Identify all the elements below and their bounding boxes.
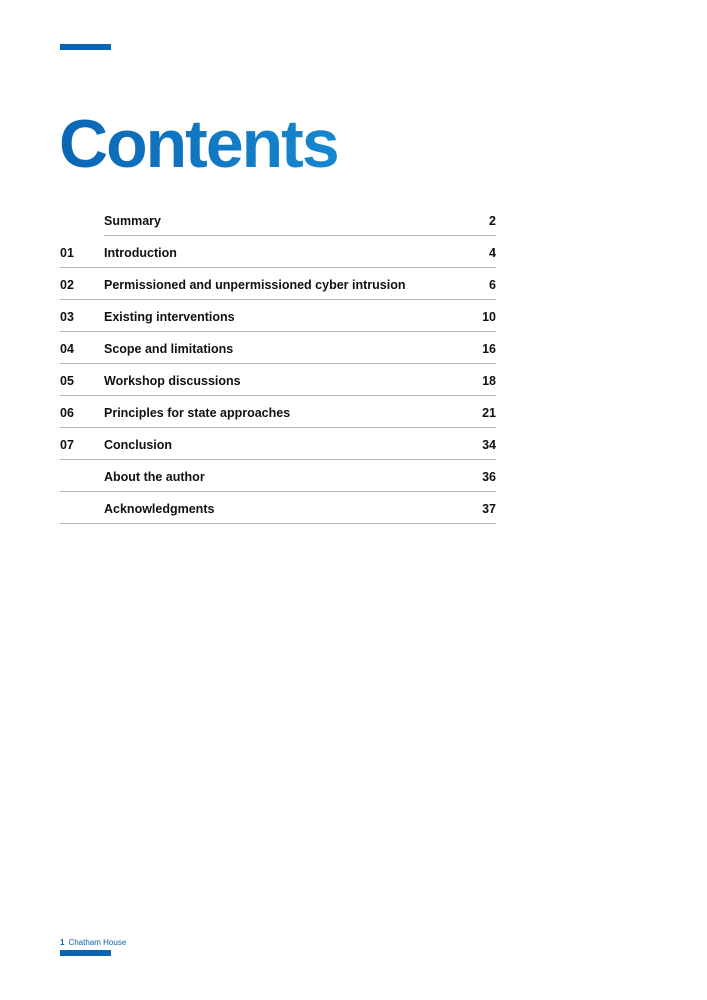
toc-page-number: 21 bbox=[482, 405, 496, 420]
toc-number: 07 bbox=[60, 437, 74, 452]
toc-page-number: 4 bbox=[489, 245, 496, 260]
footer-page-number: 1 bbox=[60, 938, 65, 947]
toc-number: 05 bbox=[60, 373, 74, 388]
footer-publisher: Chatham House bbox=[68, 938, 127, 947]
toc-entry-workshop-discussions[interactable] bbox=[60, 365, 496, 396]
toc-page-number: 6 bbox=[489, 277, 496, 292]
top-accent-bar bbox=[60, 44, 111, 50]
page-footer bbox=[60, 938, 126, 948]
toc-number: 06 bbox=[60, 405, 74, 420]
toc-entry-permissioned-intrusion[interactable] bbox=[60, 269, 496, 300]
toc-number: 03 bbox=[60, 309, 74, 324]
toc-entry-existing-interventions[interactable] bbox=[60, 301, 496, 332]
toc-page-number: 16 bbox=[482, 341, 496, 356]
toc-entry-conclusion[interactable] bbox=[60, 429, 496, 460]
toc-entry-introduction[interactable] bbox=[60, 237, 496, 268]
toc-entry-acknowledgments[interactable] bbox=[60, 493, 496, 524]
toc-label: Scope and limitations bbox=[104, 341, 234, 356]
toc-label: Permissioned and unpermissioned cyber intrusion bbox=[104, 277, 406, 292]
toc-page-number: 37 bbox=[482, 501, 496, 516]
toc-label: Summary bbox=[104, 213, 161, 228]
toc-label: About the author bbox=[104, 469, 205, 484]
toc-label: Acknowledgments bbox=[104, 501, 215, 516]
toc-page-number: 10 bbox=[482, 309, 496, 324]
toc-entry-scope-limitations[interactable] bbox=[60, 333, 496, 364]
bottom-accent-bar bbox=[60, 950, 111, 956]
toc-label: Conclusion bbox=[104, 437, 173, 452]
toc-label: Principles for state approaches bbox=[104, 405, 291, 420]
toc-entry-about-author[interactable] bbox=[60, 461, 496, 492]
toc-page-number: 36 bbox=[482, 469, 496, 484]
toc-page-number: 2 bbox=[489, 213, 496, 228]
toc-number: 02 bbox=[60, 277, 74, 292]
toc-label: Existing interventions bbox=[104, 309, 235, 324]
toc-entry-summary[interactable] bbox=[60, 205, 496, 236]
toc-number: 04 bbox=[60, 341, 74, 356]
toc-page-number: 34 bbox=[482, 437, 496, 452]
toc-label: Introduction bbox=[104, 245, 177, 260]
page-title: Contents bbox=[59, 106, 338, 182]
table-of-contents bbox=[60, 205, 496, 524]
toc-entry-principles[interactable] bbox=[60, 397, 496, 428]
toc-page-number: 18 bbox=[482, 373, 496, 388]
toc-label: Workshop discussions bbox=[104, 373, 241, 388]
toc-number: 01 bbox=[60, 245, 74, 260]
